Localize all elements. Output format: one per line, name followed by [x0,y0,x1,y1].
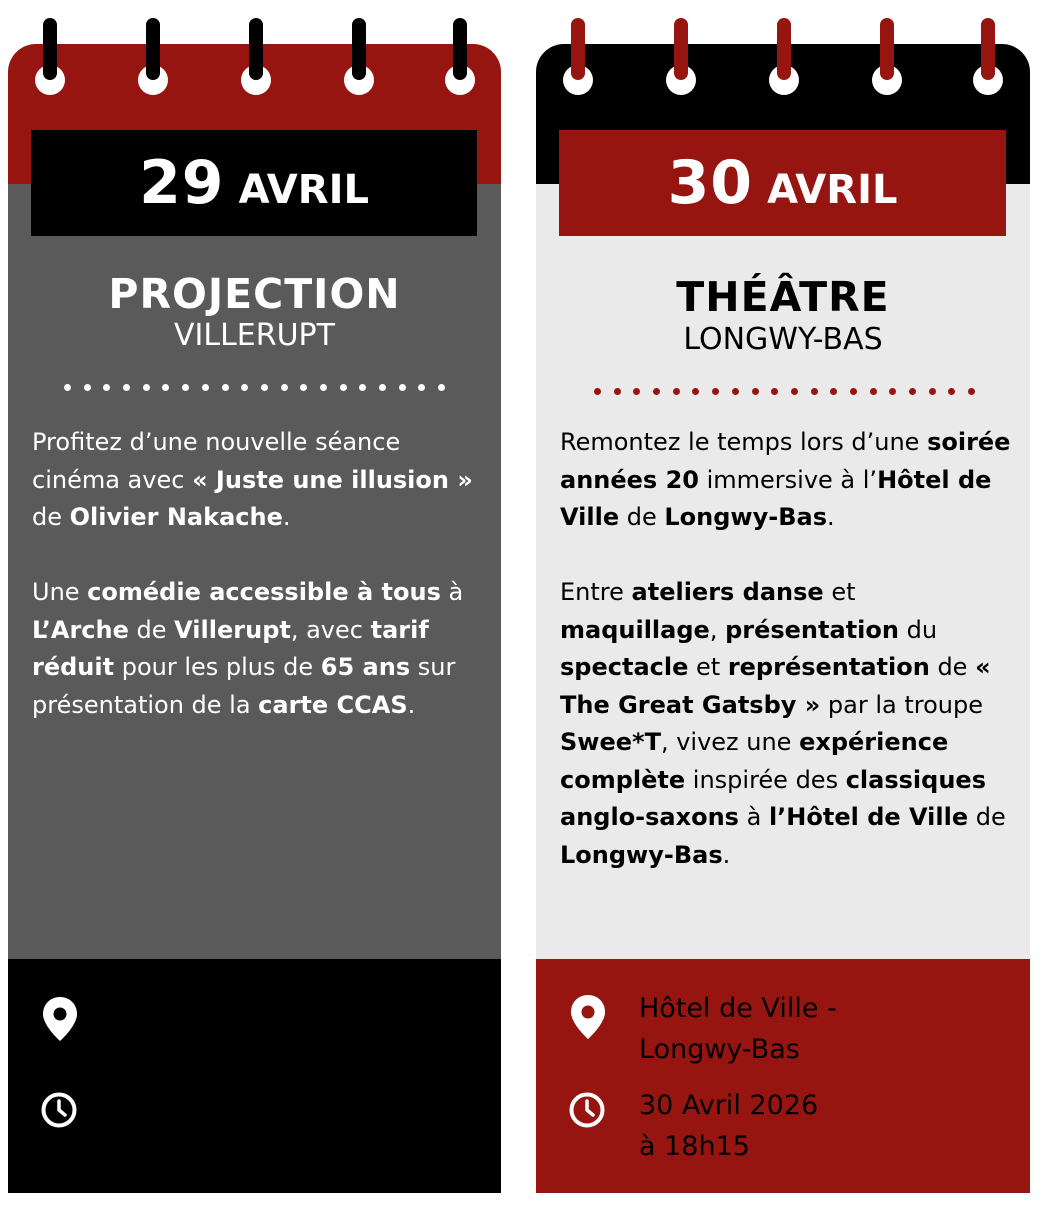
location-line: Hôtel de Ville - [639,993,837,1024]
date-day: 29 [139,148,225,218]
clock-icon [40,1091,78,1129]
clock-icon [568,1091,606,1129]
binder-ring [146,18,160,80]
time-hour: à 18h15 [639,1131,750,1162]
binder-ring [571,18,585,80]
time-hour: à 14h00 [111,1123,222,1154]
description-paragraph: Entre ateliers danse et maquillage, présentation du spectacle et représentation de « The Great Gatsby » par la troupe Swee*T, vivez une expérience complète inspirée des classiques anglo-saxons à l’Hôtel de Ville de Longwy-Bas. [560,578,1006,869]
binder-ring [981,18,995,80]
location-text [639,988,1020,1070]
binder-ring [674,18,688,80]
description-paragraph: Profitez d’une nouvelle séance cinéma avec « Juste une illusion » de Olivier Nakache. [32,428,473,531]
event-type: THÉÂTRE [676,273,890,321]
date-month: AVRIL [767,167,898,213]
time-text [639,1085,1020,1167]
binder-ring [352,18,366,80]
time-date: 30 Avril 2026 [639,1090,819,1121]
binder-ring [43,18,57,80]
location-pin-icon [40,995,80,1043]
location-pin-icon [568,993,608,1041]
binder-ring [880,18,894,80]
time-text [111,1077,491,1159]
binder-ring [777,18,791,80]
event-description [560,424,1016,912]
dotted-divider [64,384,458,391]
description-paragraph: Remontez le temps lors d’une soirée années 20 immersive à l’Hôtel de Ville de Longwy-Bas. [560,428,1011,531]
event-type: PROJECTION [108,270,401,318]
dotted-divider [594,388,988,395]
event-place: LONGWY-BAS [683,322,883,357]
location-text: L’Arche - Villerupt [111,1002,353,1033]
date-month: AVRIL [238,167,369,213]
date-day: 30 [667,148,754,218]
event-description [32,424,487,762]
binder-ring [453,18,467,80]
date-banner [559,130,1006,236]
location-line: Longwy-Bas [639,1034,800,1065]
event-card-theatre [536,0,1030,1211]
date-banner [31,130,477,236]
event-card-projection [8,0,501,1211]
time-date: 29 Avril 2026 [111,1082,291,1113]
event-place: VILLERUPT [174,318,335,353]
binder-ring [249,18,263,80]
description-paragraph: Une comédie accessible à tous à L’Arche de Villerupt, avec tarif réduit pour les plus de 65 ans sur présentation de la carte CCAS. [32,578,464,719]
